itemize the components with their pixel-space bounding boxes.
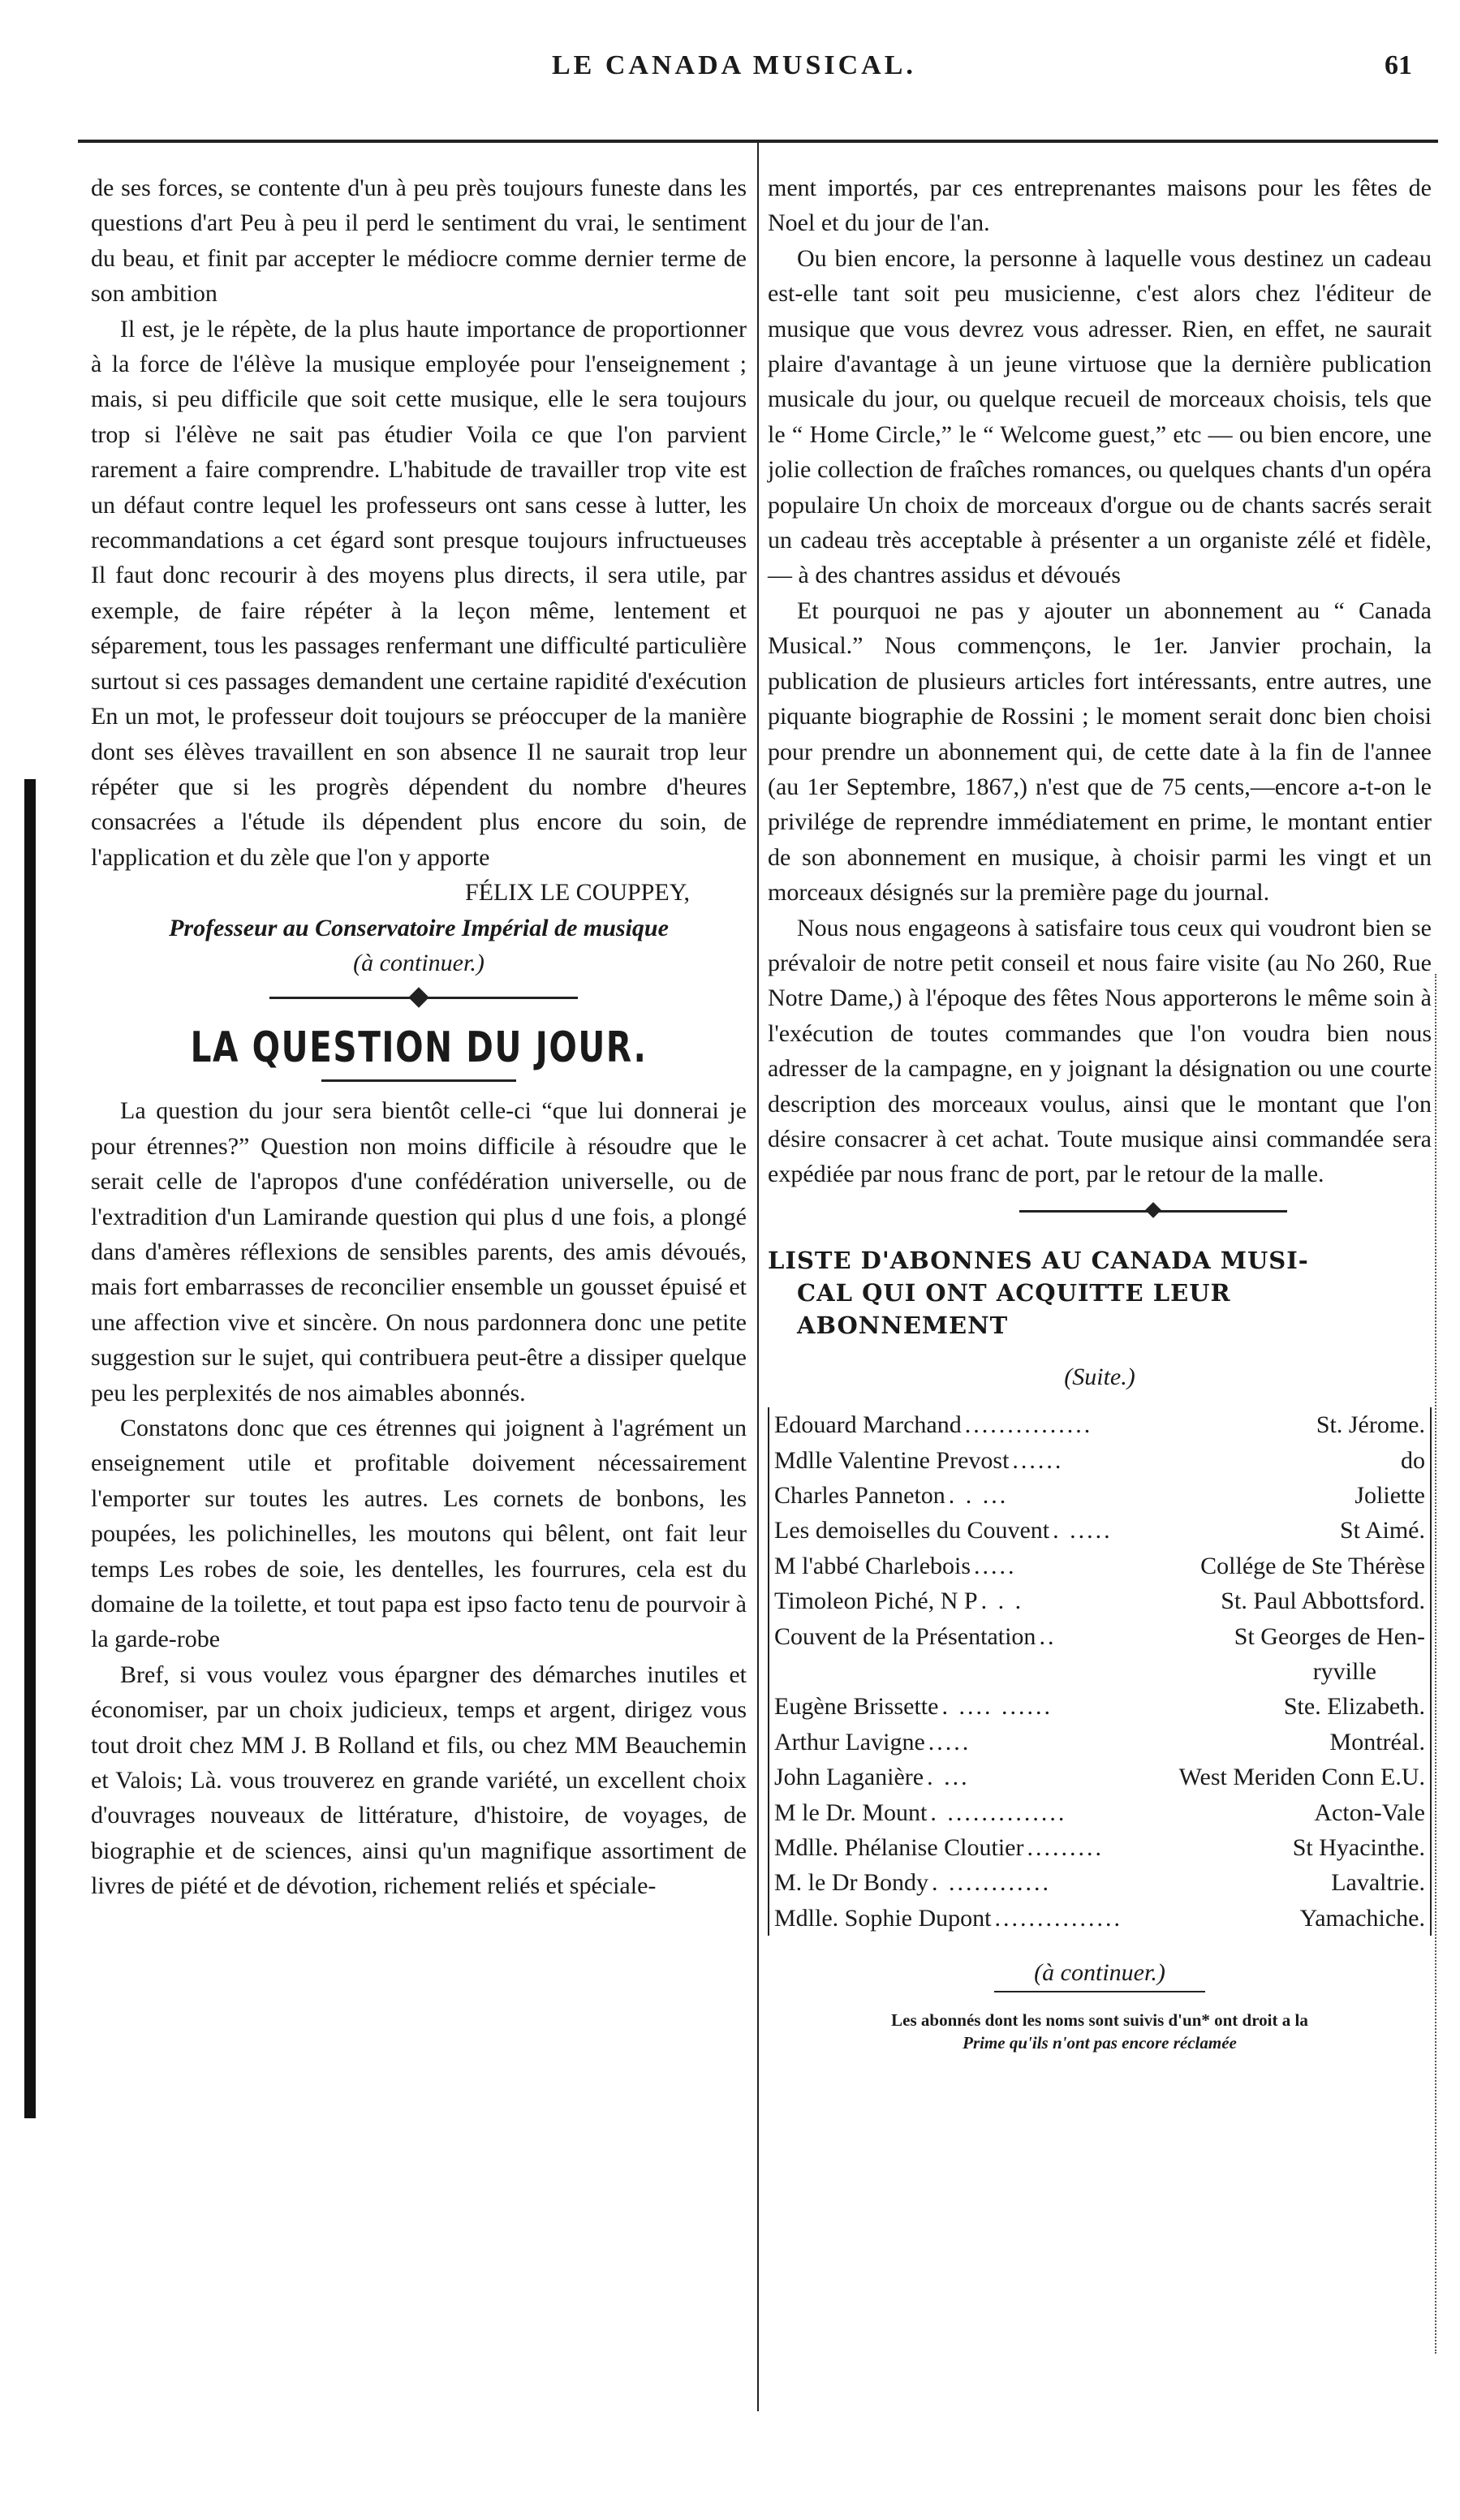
leader-dots: . ............ — [932, 1869, 1051, 1897]
subscriber-list-title — [768, 1244, 1432, 1342]
leader-dots: ......... — [1027, 1834, 1104, 1862]
subscriber-row — [774, 1760, 1425, 1794]
running-head — [0, 50, 1460, 99]
subscriber-row — [774, 1901, 1425, 1936]
subscriber-row — [774, 1549, 1425, 1583]
section-paragraph: La question du jour sera bientôt celle-ci “que lui donnerai je pour étrennes?” Question non moins difficile à résoudre que le serait celle de l'apropos d'une confédération universelle, ou de l'extradition d'un Lamirande question qui plus d une fois, a plongé dans d'amères réflexions de sensibles parents, des amis dévoués, mais fort embarrasses de reconcilier ensemble un gousset épuisé et une affection vive et sincère. On nous pardonnera donc une petite suggestion sur le sujet, qui contribuera peut-être a dissiper quelque peu les perplexités de nos aimables abonnés. — [91, 1097, 747, 1406]
section-paragraph: Et pourquoi ne pas y ajouter un abonnement au “ Canada Musical.” Nous commençons, le 1er. Janvier prochain, la publication de plusieurs articles fort intéressants, entre autres, une piquante biographie de Rossini ; le moment serait donc bien choisi pour prendre un abonnement qui, de cette date à la fin de l'annee (au 1er Septembre, 1867,) n'est que de 75 cents,—encore a-t-on le privilége de reprendre immédiatement en prime, le montant entier de son abonnement en musique, à choisir parmi les vingt et un morceaux désignés sur la première page du journal. — [768, 597, 1432, 907]
subscriber-row — [774, 1619, 1425, 1654]
article-paragraph: Il est, je le répète, de la plus haute importance de proportionner à la force de l'élève la musique employée pour l'enseignement ; mais, si peu difficile que soit cette musique, elle le sera toujours trop si l'élève ne sait pas étudier Voila ce que l'on parvient rarement a faire comprendre. L'habitude de travailler trop vite est un défaut contre lequel les professeurs ont sans cesse à lutter, les recommandations a cet égard sont presque toujours infructueuses Il faut donc recourir à des moyens plus directs, il sera utile, par exemple, de faire répéter à la leçon même, lentement et séparement, tous les passages renfermant une difficulté particulière surtout si ces passages demandent une certaine rapidité d'exécution En un mot, le professeur doit toujours se préoccuper de la manière dont ses élèves travaillent en son absence Il ne saurait trop leur répéter que si les progrès dépendent du nombre d'heures consacrées a l'étude ils dépendent plus encore du soin, de l'application et du zèle que l'on y apporte — [91, 315, 747, 871]
subscriber-row — [774, 1443, 1425, 1478]
subscriber-name: Arthur Lavigne — [774, 1728, 925, 1755]
author-affiliation: Professeur au Conservatoire Impérial de musique — [169, 914, 669, 941]
section-paragraph: Bref, si vous voulez vous épargner des démarches inutiles et économiser, par un choix judicieux, temps et argent, dirigez vous tout droit chez MM J. B Rolland et fils, ou chez MM Beauchemin et Valois; Là. vous trouverez en grande variété, un excellent choix d'ouvrages nouveaux de littérature, d'histoire, de voyages, de biographie et de sciences, ainsi qu'un magnifique assortiment de livres de piété et de dévotion, richement reliés et spéciale- — [91, 1661, 747, 1900]
footnote-line: Prime qu'ils n'ont pas encore réclamée — [963, 2032, 1237, 2053]
list-title-line: LISTE D'ABONNES AU CANADA MUSI- — [768, 1246, 1309, 1274]
leader-dots: . .... ...... — [941, 1693, 1053, 1721]
subscriber-place: Ste. Elizabeth. — [1283, 1693, 1425, 1721]
margin-marks — [1435, 974, 1436, 2354]
subscriber-place: ryville — [1312, 1658, 1376, 1686]
subscriber-row — [774, 1795, 1425, 1830]
subscriber-place: Yamachiche. — [1299, 1904, 1425, 1932]
footnote — [768, 2009, 1432, 2054]
subscriber-name: Charles Panneton — [774, 1482, 945, 1509]
list-to-be-continued: (à continuer.) — [1034, 1959, 1165, 1987]
leader-dots: . ... — [927, 1764, 970, 1791]
subscriber-place: Collége de Ste Thérèse — [1200, 1552, 1425, 1579]
list-suite-label: (Suite.) — [1064, 1363, 1135, 1390]
subscriber-place: St. Jérome. — [1316, 1411, 1425, 1439]
author-signature: FÉLIX LE COUPPEY, — [465, 879, 690, 907]
subscriber-row — [774, 1725, 1425, 1760]
subscriber-place: St Georges de Hen- — [1234, 1622, 1425, 1650]
subscriber-row — [774, 1689, 1425, 1724]
subscriber-place: Lavaltrie. — [1331, 1869, 1425, 1897]
subscriber-name: Couvent de la Présentation — [774, 1622, 1036, 1650]
subscriber-row — [774, 1478, 1425, 1513]
subscriber-row — [774, 1513, 1425, 1548]
leader-dots: ..... — [928, 1728, 971, 1755]
leader-dots: . . ... — [948, 1482, 1009, 1509]
right-column — [768, 170, 1432, 2054]
subscriber-row — [774, 1830, 1425, 1865]
subscriber-row — [774, 1583, 1425, 1618]
to-be-continued: (à continuer.) — [353, 949, 485, 976]
left-column — [91, 170, 747, 1904]
list-title-line: ABONNEMENT — [797, 1311, 1009, 1339]
subscriber-name: M l'abbé Charlebois — [774, 1552, 971, 1579]
subscriber-row — [774, 1407, 1425, 1442]
running-title: LE CANADA MUSICAL. — [552, 50, 916, 80]
section-title: LA QUESTION DU JOUR. — [190, 1023, 648, 1073]
subscriber-name: John Laganière — [774, 1764, 924, 1791]
list-cont-rule — [994, 1991, 1205, 1992]
leader-dots: ............... — [994, 1904, 1122, 1932]
section-paragraph: Constatons donc que ces étrennes qui joignent à l'agrément un enseignement utile et profitable doivement nécessairement l'emporter sur toutes les autres. Les cornets de bonbons, les poupées, les polichinelles, les moutons qui bêlent, ont fait leur temps Les robes de soie, les dentelles, les fourrures, cela est du domaine de la toilette, et tout papa est ipso facto tenu de pourvoir à la garde-robe — [91, 1415, 747, 1653]
ornament-diamond — [1145, 1202, 1161, 1218]
subscriber-name: Edouard Marchand — [774, 1411, 962, 1439]
leader-dots: . . . — [980, 1587, 1024, 1615]
column-divider — [757, 143, 759, 2411]
article-paragraph: de ses forces, se contente d'un à peu près toujours funeste dans les questions d'art Peu à peu il perd le sentiment du vrai, le sentiment du beau, et finit par accepter le médiocre comme dernier terme de son ambition — [91, 174, 747, 308]
leader-dots: ..... — [974, 1552, 1017, 1579]
leader-dots: .. — [1039, 1622, 1057, 1650]
section-paragraph: ment importés, par ces entreprenantes maisons pour les fêtes de Noel et du jour de l'an. — [768, 174, 1432, 237]
subscriber-place: Montréal. — [1329, 1728, 1425, 1755]
subscriber-place: St. Paul Abbottsford. — [1221, 1587, 1425, 1615]
section-paragraph: Nous nous engageons à satisfaire tous ceux qui voudront bien se prévaloir de notre petit conseil et nous faire visite (au No 260, Rue Notre Dame,) à l'époque des fêtes Nous apporterons le même soin à l'exécution de toutes commandes que l'on voudra bien nous adresser de la campagne, en y joignant la désignation ou une courte description des morceaux voulus, ainsi que le montant que l'on désire consacrer à cet achat. Toute musique ainsi commandée sera expédiée par nous franc de port, par le retour de la malle. — [768, 914, 1432, 1188]
subscriber-list — [768, 1407, 1432, 1936]
leader-dots: . ..... — [1053, 1517, 1113, 1544]
leader-dots: ...... — [1012, 1446, 1064, 1474]
section-ornament — [91, 980, 747, 1018]
footnote-line: Les abonnés dont les noms sont suivis d'un* ont droit a la — [891, 2010, 1308, 2030]
subscriber-place: St Hyacinthe. — [1292, 1834, 1425, 1862]
section-paragraph: Ou bien encore, la personne à laquelle vous destinez un cadeau est-elle tant soit peu musicienne, c'est alors chez l'éditeur de musique que vous devrez vous adresser. Rien, en effet, ne saurait plaire d'avantage à un jeune virtuose que la dernière publication musicale du jour, ou quelque recueil de morceaux choisis, tels que le “ Home Circle,” le “ Welcome guest,” etc — ou bien encore, une jolie collection de fraîches romances, ou quelques chants d'un opéra populaire Un choix de morceaux d'orgue ou de chants sacrés serait un cadeau très acceptable à présenter a un organiste zélé et fidèle, — à des chantres assidus et dévoués — [768, 244, 1432, 589]
subscriber-row — [774, 1865, 1425, 1900]
subscriber-name: Mdlle. Phélanise Cloutier — [774, 1834, 1024, 1862]
subscriber-row — [774, 1654, 1425, 1689]
ornament-diamond — [408, 988, 429, 1008]
subscriber-place: Acton-Vale — [1314, 1798, 1425, 1826]
subscriber-name: Mdlle. Sophie Dupont — [774, 1904, 992, 1932]
subscriber-place: St Aimé. — [1339, 1517, 1425, 1544]
subscriber-name: Mdlle Valentine Prevost — [774, 1446, 1010, 1474]
subscriber-name: Eugène Brissette — [774, 1693, 939, 1721]
leader-dots: . .............. — [930, 1798, 1067, 1826]
leader-dots: ............... — [964, 1411, 1093, 1439]
subscriber-place: do — [1401, 1446, 1425, 1474]
section-ornament — [768, 1197, 1432, 1230]
page-number: 61 — [1385, 50, 1412, 80]
title-rule — [321, 1079, 516, 1082]
subscriber-name: Timoleon Piché, N P — [774, 1587, 978, 1615]
binding-edge-mark — [24, 779, 36, 2118]
subscriber-name: M. le Dr Bondy — [774, 1869, 928, 1897]
list-title-line: CAL QUI ONT ACQUITTE LEUR — [797, 1278, 1231, 1307]
subscriber-place: West Meriden Conn E.U. — [1178, 1764, 1425, 1791]
subscriber-name: M le Dr. Mount — [774, 1798, 928, 1826]
subscriber-name: Les demoiselles du Couvent — [774, 1517, 1050, 1544]
subscriber-place: Joliette — [1354, 1482, 1425, 1509]
